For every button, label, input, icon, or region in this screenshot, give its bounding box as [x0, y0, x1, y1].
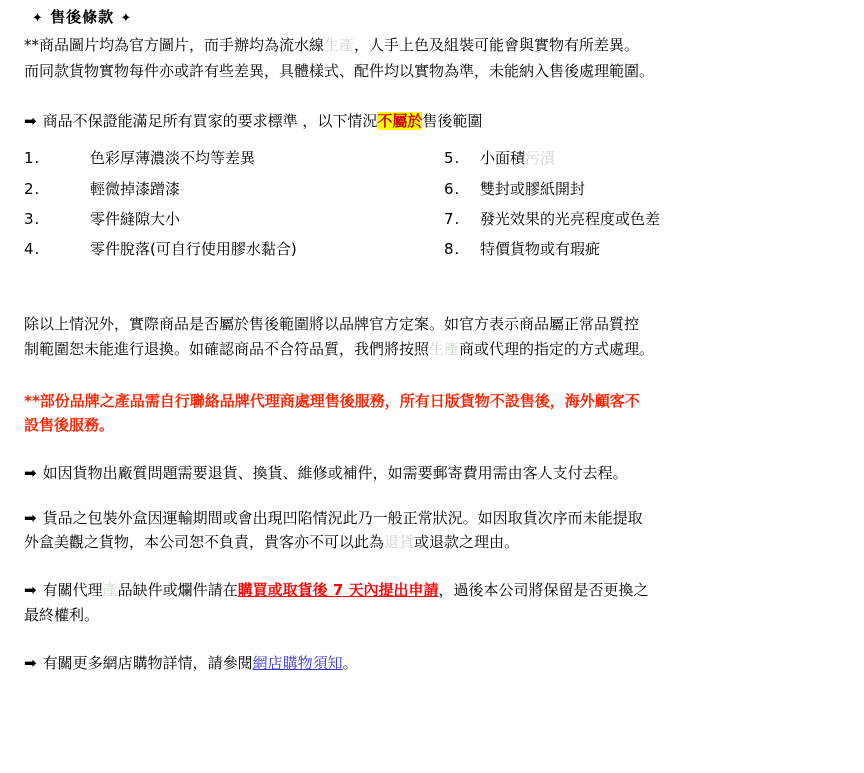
- list-item-text: 小面積: [480, 149, 526, 168]
- packaging-note-text-line1: 貨品之包裝外盒因運輸期間或會出現凹陷情況此乃一般正常狀況。如因取貨次序而未能提取: [42, 508, 643, 527]
- page-title-text: 售後條款: [50, 8, 115, 26]
- list-item-label: 色彩厚薄濃淡不均等差異: [90, 149, 256, 168]
- scope-notice-highlight: 不屬於: [377, 112, 423, 131]
- more-info-after: 。: [342, 653, 358, 672]
- policy-line2: [24, 337, 850, 361]
- scope-notice-before: 商品不保證能滿足所有買家的要求標準 ，以下情況: [42, 112, 378, 131]
- list-item: [444, 178, 844, 201]
- spacer: [24, 437, 850, 461]
- parts-note-before: 有關代理: [42, 581, 103, 600]
- ornament-right-icon: ✦: [120, 11, 133, 26]
- arrow-icon: ➡: [24, 581, 37, 600]
- list-item-number: 4.: [24, 240, 41, 258]
- more-info-before: 有關更多網店購物詳情，請參閱: [42, 653, 253, 672]
- agent-notice-line1: **部份品牌之產品需自行聯絡品牌代理商處理售後服務，所有日版貨物不設售後，海外顧客不: [24, 391, 640, 410]
- list-item-label: 零件縫隙大小: [90, 209, 181, 228]
- packaging-note-line2-ghost: 退貨: [384, 533, 415, 552]
- arrow-icon: ➡: [24, 112, 37, 131]
- intro-line1-prefix: **商品圖片均為官方圖片，而手辦均為流水線: [24, 36, 325, 55]
- list-item-label: 輕微掉漆蹭漆: [90, 179, 181, 198]
- list-item-number: 8.: [444, 240, 461, 258]
- spacer: [24, 361, 850, 389]
- spacer: [24, 554, 850, 578]
- exclusion-column-right: [444, 147, 844, 268]
- parts-note-after-ghost: 品缺件或爛件請在: [117, 581, 238, 600]
- scope-notice: [24, 109, 850, 133]
- arrow-icon: ➡: [24, 653, 37, 672]
- list-item: [24, 178, 444, 201]
- shipping-note: [24, 461, 850, 485]
- list-item-number: 6.: [444, 179, 461, 198]
- arrow-icon: ➡: [24, 464, 37, 483]
- list-item-label: 特價貨物或有瑕疵: [480, 240, 601, 258]
- parts-note-line2: 最終權利。: [24, 605, 100, 624]
- list-item-label: [480, 147, 844, 170]
- policy-line2-before: 制範圍恕未能進行退換。如確認商品不合符品質，我們將按照: [24, 339, 430, 358]
- list-item-ghost-text: 污漬: [525, 149, 556, 168]
- list-item-number: 1.: [24, 149, 41, 168]
- exclusion-column-left: [24, 147, 444, 268]
- parts-note-line1: [24, 578, 850, 602]
- list-item: [444, 208, 844, 231]
- list-item: [24, 147, 444, 170]
- parts-note-ghost: 產: [102, 581, 118, 600]
- list-item-label: 零件脫落(可自行使用膠水黏合): [90, 240, 297, 258]
- exclusion-list: [24, 147, 850, 268]
- list-item-number: 3.: [24, 209, 41, 228]
- more-info-note: [24, 651, 850, 675]
- page-title: [32, 6, 850, 29]
- packaging-note-line2-before: 外盒美觀之貨物，本公司恕不負責，貴客亦不可以此為: [24, 533, 385, 552]
- list-item: [444, 147, 844, 170]
- packaging-note-line2-after: 或退款之理由。: [414, 533, 520, 552]
- spacer: [24, 268, 850, 296]
- list-item-number: 7.: [444, 209, 461, 228]
- parts-note-after-link: ，過後本公司將保留是否更換之: [438, 581, 649, 600]
- list-item: [24, 208, 444, 231]
- intro-line1-suffix: ，人手上色及組裝可能會與實物有所差異。: [354, 36, 640, 55]
- policy-line2-after: 商或代理的指定的方式處理。: [459, 339, 655, 358]
- arrow-icon: ➡: [24, 508, 37, 527]
- packaging-note-line2: [24, 530, 850, 554]
- shipping-note-text: 如因貨物出廠質問題需要退貨、換貨、維修或補件，如需要郵寄費用需由客人支付去程。: [42, 464, 628, 483]
- list-item-number: 2.: [24, 179, 41, 198]
- list-item-label: 發光效果的光亮程度或色差: [480, 209, 661, 228]
- scope-notice-after: 售後範圍: [422, 112, 483, 131]
- spacer: [24, 627, 850, 651]
- list-item: [24, 238, 444, 261]
- policy-line1: 除以上情況外，實際商品是否屬於售後範圍將以品牌官方定案。如官方表示商品屬正常品質控: [24, 315, 640, 334]
- packaging-note-line1: [24, 506, 850, 530]
- spacer: [24, 486, 850, 506]
- list-item-number: 5.: [444, 149, 461, 168]
- policy-line2-ghost: 生產: [429, 339, 460, 358]
- list-item-label: 雙封或膠紙開封: [480, 179, 586, 198]
- intro-paragraph-line1: [24, 33, 850, 57]
- intro-paragraph-line2: 而同款貨物實物每件亦或許有些差異，具體樣式、配件均以實物為準，未能納入售後處理範圍。: [24, 62, 655, 81]
- shopping-guide-link[interactable]: 網店購物須知: [252, 653, 343, 672]
- agent-notice-line2: 設售後服務。: [24, 416, 115, 435]
- intro-line1-ghost: 生產: [324, 36, 355, 55]
- ornament-left-icon: ✦: [32, 11, 44, 26]
- spacer: [24, 296, 850, 312]
- list-item: [444, 238, 844, 261]
- apply-within-7-days-link[interactable]: 購買或取貨後 7 天內提出申請: [237, 581, 439, 600]
- spacer: [24, 85, 850, 109]
